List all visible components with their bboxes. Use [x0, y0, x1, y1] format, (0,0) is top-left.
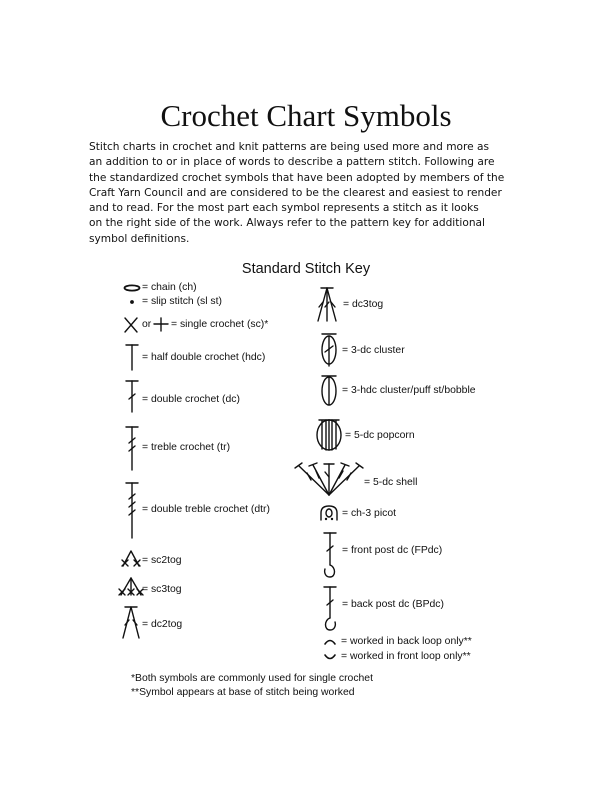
picot-icon — [321, 506, 337, 520]
fpdc-label: = front post dc (FPdc) — [342, 545, 443, 556]
back-loop-label: = worked in back loop only** — [341, 636, 472, 647]
intro-line: Stitch charts in crochet and knit patterns are being used more and more as — [89, 141, 490, 153]
double-treble-crochet-label: = double treble crochet (dtr) — [142, 504, 270, 515]
shell-label: = 5-dc shell — [364, 477, 418, 488]
back-loop-icon — [325, 641, 335, 645]
dc3tog-icon — [318, 288, 336, 321]
or-label: or — [142, 319, 152, 330]
half-double-crochet-label: = half double crochet (hdc) — [142, 352, 266, 363]
dc2tog-label: = dc2tog — [142, 619, 183, 630]
dc2tog-icon — [123, 607, 139, 638]
front-loop-label: = worked in front loop only** — [341, 651, 471, 662]
picot-label: = ch-3 picot — [342, 508, 397, 519]
3-hdc-cluster-icon — [322, 376, 336, 405]
footnote: *Both symbols are commonly used for single crochet — [131, 673, 373, 684]
intro-line: Craft Yarn Council and are considered to be the clearest and easiest to render — [89, 186, 502, 199]
intro-line: the standardized crochet symbols that have been adopted by members of the — [89, 171, 505, 184]
front-loop-icon — [325, 655, 335, 659]
single-crochet-label: = single crochet (sc)* — [171, 319, 269, 330]
double-crochet-icon — [126, 381, 138, 412]
5-dc-popcorn-icon — [317, 420, 341, 450]
slip-stitch-label: = slip stitch (sl st) — [142, 296, 222, 307]
3-dc-cluster-label: = 3-dc cluster — [342, 345, 405, 356]
double-crochet-label: = double crochet (dc) — [142, 394, 240, 405]
footnote: **Symbol appears at base of stitch being worked — [131, 687, 355, 698]
single-crochet-plus-icon — [154, 318, 168, 331]
sc3tog-label: = sc3tog — [142, 584, 182, 595]
half-double-crochet-icon — [126, 345, 138, 370]
back-post-dc-icon — [324, 587, 336, 630]
3-dc-cluster-icon — [322, 334, 336, 366]
slip-stitch-icon — [130, 300, 134, 304]
front-post-dc-icon — [324, 533, 336, 577]
sc2tog-label: = sc2tog — [142, 555, 182, 566]
bpdc-label: = back post dc (BPdc) — [342, 599, 444, 610]
sc3tog-icon — [119, 578, 143, 595]
single-crochet-x-icon — [125, 318, 137, 332]
dc3tog-label: = dc3tog — [343, 299, 384, 310]
treble-crochet-icon — [126, 427, 138, 470]
chain-icon — [125, 285, 140, 290]
stitch-key-title: Standard Stitch Key — [241, 261, 371, 277]
3-hdc-cluster-label: = 3-hdc cluster/puff st/bobble — [342, 385, 476, 396]
5-dc-shell-icon — [295, 463, 363, 495]
intro-line: an addition to or in place of words to describe a pattern stitch. Following are — [89, 156, 495, 169]
intro-line: and to read. For the most part each symbol represents a stitch as it looks — [89, 202, 479, 215]
double-treble-crochet-icon — [126, 483, 138, 538]
intro-line: on the right side of the work. Always refer to the pattern key for additional — [89, 217, 485, 230]
sc2tog-icon — [122, 551, 140, 566]
chain-label: = chain (ch) — [142, 282, 197, 293]
popcorn-label: = 5-dc popcorn — [345, 430, 415, 441]
intro-line: symbol definitions. — [89, 232, 190, 245]
page-title: Crochet Chart Symbols — [160, 98, 452, 133]
treble-crochet-label: = treble crochet (tr) — [142, 442, 231, 453]
